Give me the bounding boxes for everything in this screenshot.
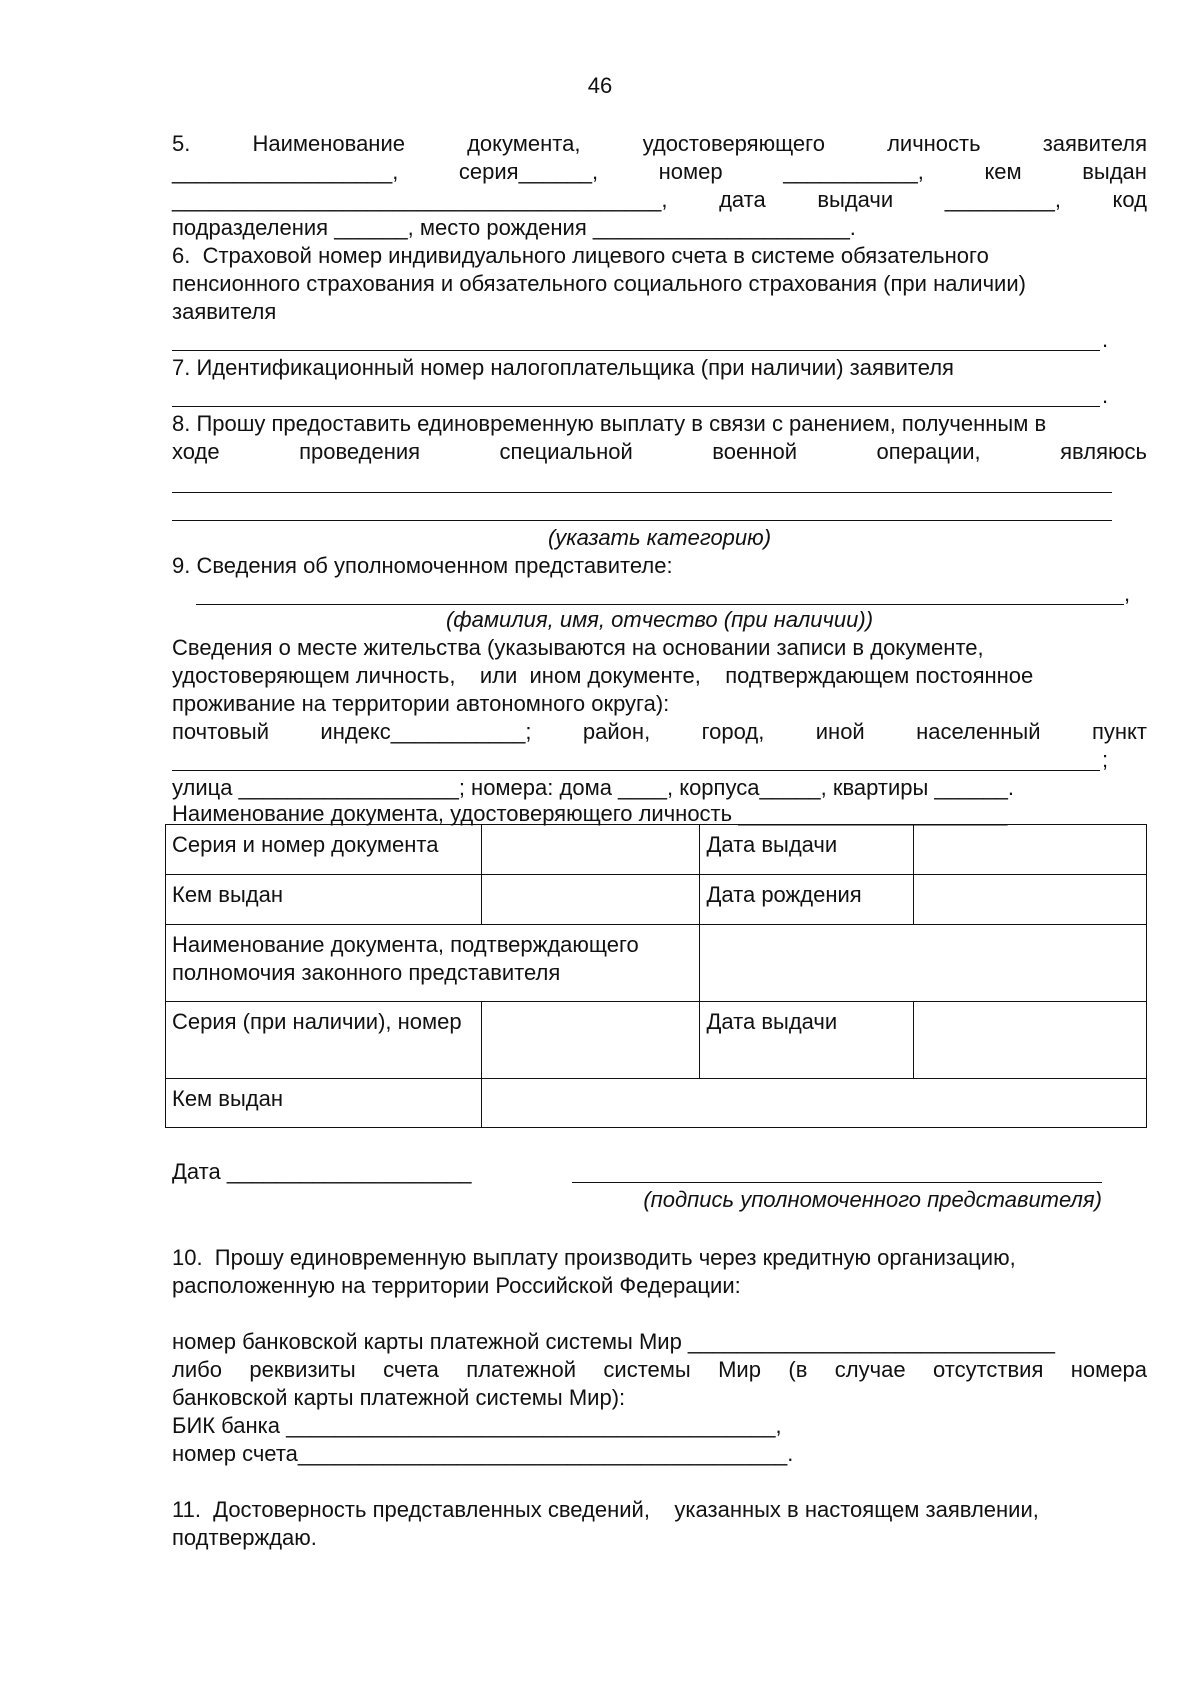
s5-line-4: подразделения ______, место рождения _____________________.: [172, 215, 856, 240]
s9-title: 9. Сведения об уполномоченном представителе:: [172, 553, 673, 578]
table-row: [166, 925, 1147, 1002]
s8-line-1: 8. Прошу предоставить единовременную выплату в связи с ранением, полученным в: [172, 411, 1047, 436]
category-line-1: [172, 492, 1112, 493]
locality-line: [172, 770, 1100, 771]
field-birth-date[interactable]: [914, 875, 1147, 925]
s11-line-1: 11. Достоверность представленных сведений, указанных в настоящем заявлении,: [172, 1497, 1039, 1522]
s6-line-2: пенсионного страхования и обязательного социального страхования (при наличии): [172, 271, 1026, 296]
field-authority-issued-by[interactable]: [481, 1079, 1146, 1128]
category-caption: (указать категорию): [547, 525, 772, 550]
page-number: 46: [587, 73, 613, 98]
category-line-2: [172, 520, 1112, 521]
card-number-line: номер банковской карты платежной системы Мир ______________________________: [172, 1329, 1055, 1354]
representative-doc-table: [165, 824, 1147, 1128]
label-authority-doc: Наименование документа, подтверждающего полномочия законного представителя: [166, 925, 700, 1002]
label-issued-by: Кем выдан: [166, 875, 482, 925]
requisites-line-1: либо реквизиты счета платежной системы Мир (в случае отсутствия номера: [172, 1357, 1147, 1382]
bik-line: БИК банка ________________________________________,: [172, 1413, 782, 1438]
label-birth-date: Дата рождения: [700, 875, 914, 925]
signature-caption: (подпись уполномоченного представителя): [643, 1187, 1102, 1212]
field-authority-series[interactable]: [481, 1002, 700, 1079]
snils-period: .: [1102, 327, 1109, 352]
date-field: Дата ____________________: [172, 1159, 472, 1184]
field-authority-issue-date[interactable]: [914, 1002, 1147, 1079]
residence-line-1: Сведения о месте жительства (указываются на основании записи в документе,: [172, 635, 984, 660]
field-doc-series-number[interactable]: [481, 825, 700, 875]
inn-line: [172, 406, 1100, 407]
s11-line-2: подтверждаю.: [172, 1525, 317, 1550]
requisites-line-2: банковской карты платежной системы Мир):: [172, 1385, 626, 1410]
name-caption: (фамилия, имя, отчество (при наличии)): [445, 607, 874, 632]
field-authority-doc[interactable]: [700, 925, 1147, 1002]
s5-line-1: 5. Наименование документа, удостоверяющего личность заявителя: [172, 131, 1147, 156]
s6-line-3: заявителя: [172, 299, 277, 324]
table-row: [166, 875, 1147, 925]
signature-line: [572, 1182, 1102, 1183]
residence-line-2: удостоверяющем личность, или ином документе, подтверждающем постоянное: [172, 663, 1034, 688]
locality-semicolon: ;: [1102, 747, 1109, 772]
s5-line-3: ________________________________________, дата выдачи _________, код: [172, 187, 1147, 212]
inn-period: .: [1102, 383, 1109, 408]
representative-name-line: [196, 604, 1124, 605]
table-row: [166, 1079, 1147, 1128]
residence-line-3: проживание на территории автономного округа):: [172, 691, 670, 716]
field-issue-date[interactable]: [914, 825, 1147, 875]
postal-line: почтовый индекс___________; район, город, иной населенный пункт: [172, 719, 1147, 744]
table-row: [166, 825, 1147, 875]
label-authority-series: Серия (при наличии), номер: [166, 1002, 482, 1079]
table-row: [166, 1002, 1147, 1079]
street-line: улица __________________; номера: дома ____, корпуса_____, квартиры ______.: [172, 775, 1014, 800]
snils-line: [172, 350, 1100, 351]
s5-line-2: __________________, серия______, номер ___________, кем выдан: [172, 159, 1147, 184]
rep-docname-line: Наименование документа, удостоверяющего личность ______________________: [172, 801, 1008, 826]
s7-line: 7. Идентификационный номер налогоплательщика (при наличии) заявителя: [172, 355, 954, 380]
label-issue-date: Дата выдачи: [700, 825, 914, 875]
s6-line-1: 6. Страховой номер индивидуального лицевого счета в системе обязательного: [172, 243, 989, 268]
label-authority-issued-by: Кем выдан: [166, 1079, 482, 1128]
field-issued-by[interactable]: [481, 875, 700, 925]
s8-line-2: ходе проведения специальной военной операции, являюсь: [172, 439, 1147, 464]
s10-line-1: 10. Прошу единовременную выплату производить через кредитную организацию,: [172, 1245, 1016, 1270]
s10-line-2: расположенную на территории Российской Федерации:: [172, 1273, 741, 1298]
label-doc-series-number: Серия и номер документа: [166, 825, 482, 875]
label-authority-issue-date: Дата выдачи: [700, 1002, 914, 1079]
name-line-comma: ,: [1124, 581, 1131, 606]
account-number-line: номер счета________________________________________.: [172, 1441, 794, 1466]
